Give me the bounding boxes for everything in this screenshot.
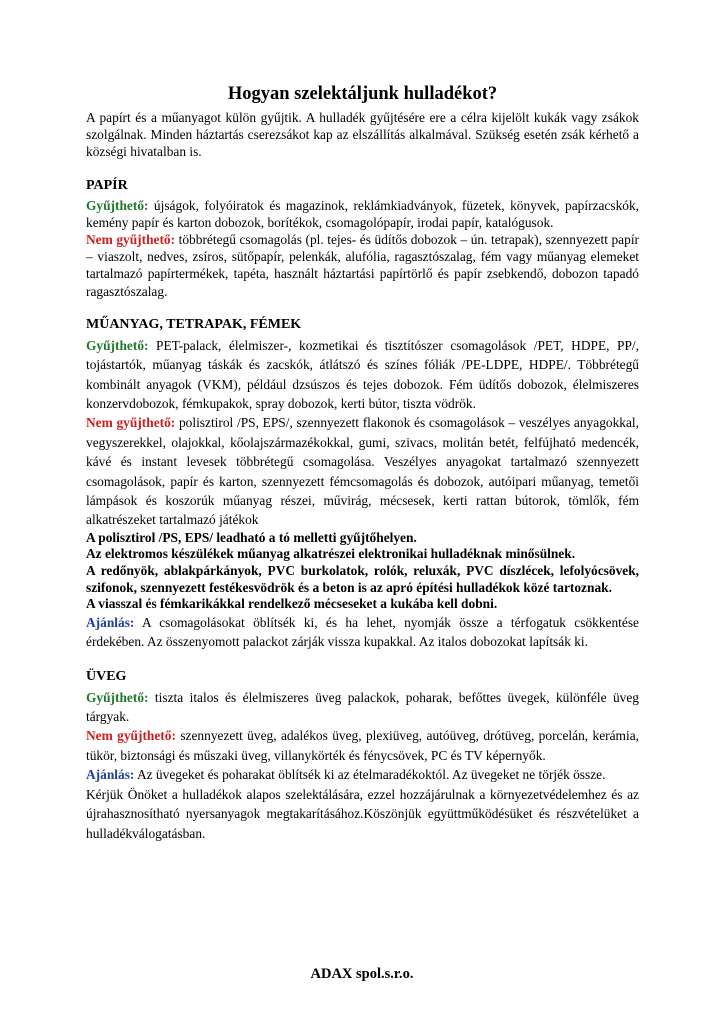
paper-not-collectable	[86, 231, 639, 300]
glass-tip-text: Az üvegeket és poharakat öblítsék ki az ételmaradékoktól. Az üvegeket ne törjék össze.	[134, 767, 606, 783]
plastic-tip-text: A csomagolásokat öblítsék ki, és ha lehet, nyomják össze a térfogatuk csökkentése érdekében. Az összenyomott palackot zárják vissza kupakkal. Az italos dobozokat lapítsák ki.	[86, 614, 639, 650]
plastic-not-collectable	[86, 413, 639, 529]
plastic-collect-label: Gyűjthető:	[86, 337, 149, 353]
plastic-heading: MŰANYAG, TETRAPAK, FÉMEK	[86, 316, 302, 332]
closing-paragraph: Kérjük Önöket a hulladékok alapos szelektálására, ezzel hozzájárulnak a környezetvédelemhez és az újrahasznosítható nyersanyagok megtakarításához.Köszönjük együttműködésüket és részvételüket a hulladékválogatásban.	[86, 786, 639, 841]
glass-collect-label: Gyűjthető:	[86, 689, 149, 705]
paper-no-label: Nem gyűjthető:	[86, 232, 176, 248]
glass-no-label: Nem gyűjthető:	[86, 728, 176, 744]
paper-collect-label: Gyűjthető:	[86, 197, 149, 213]
paper-collectable	[86, 197, 639, 231]
glass-collectable	[86, 688, 639, 727]
plastic-note-electronics: Az elektromos készülékek műanyag alkatrészei elektronikai hulladéknak minősülnek.	[86, 546, 576, 562]
plastic-tip-label: Ajánlás:	[86, 614, 135, 630]
document-body	[86, 82, 639, 843]
paper-collect-text: újságok, folyóiratok és magazinok, reklámkiadványok, füzetek, könyvek, papírzacskók, kemény papír és karton dobozok, borítékok, csomagolópapír, irodai papír, katalógusok.	[86, 197, 639, 230]
glass-no-text: szennyezett üveg, adalékos üveg, plexiüveg, autóüveg, drótüveg, porcelán, kerámia, tükör, biztonsági és műszaki üveg, villanykörték és fénycsövek, PC és TV képernyők.	[86, 728, 639, 763]
plastic-note-candles: A viasszal és fémkarikákkal rendelkező mécseseket a kukába kell dobni.	[86, 596, 498, 612]
plastic-collect-text: PET-palack, élelmiszer-, kozmetikai és tisztítószer csomagolások /PET, HDPE, PP/, tojástartók, műanyag táskák és zacskók, átlátszó és színes fóliák /PE-LDPE, HDPE/. Többrétegű kombinált anyagok (VKM), például dzsúszos és tejes dobozok. Fém üdítős dobozok, élelmiszeres konzervdobozok, fémkupakok, spray dobozok, kerti bútor, tiszta vödrök.	[86, 337, 639, 412]
glass-tip-label: Ajánlás:	[86, 767, 135, 783]
paper-heading: PAPÍR	[86, 177, 128, 193]
plastic-collectable	[86, 336, 639, 414]
glass-collect-text: tiszta italos és élelmiszeres üveg palackok, poharak, befőttes üvegek, különféle üveg tárgyak.	[86, 689, 639, 725]
paper-section	[86, 177, 639, 300]
plastic-note-construction: A redőnyök, ablakpárkányok, PVC burkolatok, rolók, reluxák, PVC díszlécek, lefolyócsövek, szifonok, szennyezett festékesvödrök és a beton is az apró építési hulladékok közé tartoznak.	[86, 563, 639, 595]
plastic-section	[86, 316, 639, 652]
plastic-recommendation	[86, 613, 639, 652]
company-footer: ADAX spol.s.r.o.	[310, 966, 414, 982]
plastic-note-polystyrene: A polisztirol /PS, EPS/ leadható a tó melletti gyűjtőhelyen.	[86, 529, 417, 545]
plastic-no-label: Nem gyűjthető:	[86, 415, 176, 431]
page-title: Hogyan szelektáljunk hulladékot?	[227, 84, 498, 104]
glass-recommendation	[86, 765, 639, 784]
intro-paragraph: A papírt és a műanyagot külön gyűjtik. A hulladék gyűjtésére ere a célra kijelölt kukák vagy zsákok szolgálnak. Minden háztartás cserezsákot kap az elszállítás alkalmával. Szükség esetén zsák kérhető a községi hivatalban is.	[86, 110, 639, 160]
glass-not-collectable	[86, 726, 639, 765]
plastic-no-text: polisztirol /PS, EPS/, szennyezett flakonok és csomagolások – veszélyes anyagokkal, vegyszerekkel, olajokkal, kőolajszármazékokkal, gumi, szivacs, molitán betét, felfújható medencék, kávé és instant levesek többrétegű csomagolása. Veszélyes anyagokat tartalmazó szennyezett csomagolások, papír és karton, szennyezett fémcsomagolás és dobozok, autóipari műanyag, temetői lámpások és koszorúk műanyag részei, művirág, mécsesek, kerti rattan bútorok, tömlők, fém alkatrészeket tartalmazó játékok	[86, 415, 639, 528]
glass-heading: ÜVEG	[86, 668, 127, 684]
glass-section	[86, 668, 639, 843]
paper-no-text: többrétegű csomagolás (pl. tejes- és üdítős dobozok – ún. tetrapak), szennyezett papír – viaszolt, nedves, zsíros, sütőpapír, pelenkák, alufólia, ragasztószalag, fém vagy műanyag elemeket tartalmazó papírtermékek, tapéta, használt háztartási papírtörlő és papír zsebkendő, dobozon tapadó ragasztószalag.	[86, 232, 639, 299]
